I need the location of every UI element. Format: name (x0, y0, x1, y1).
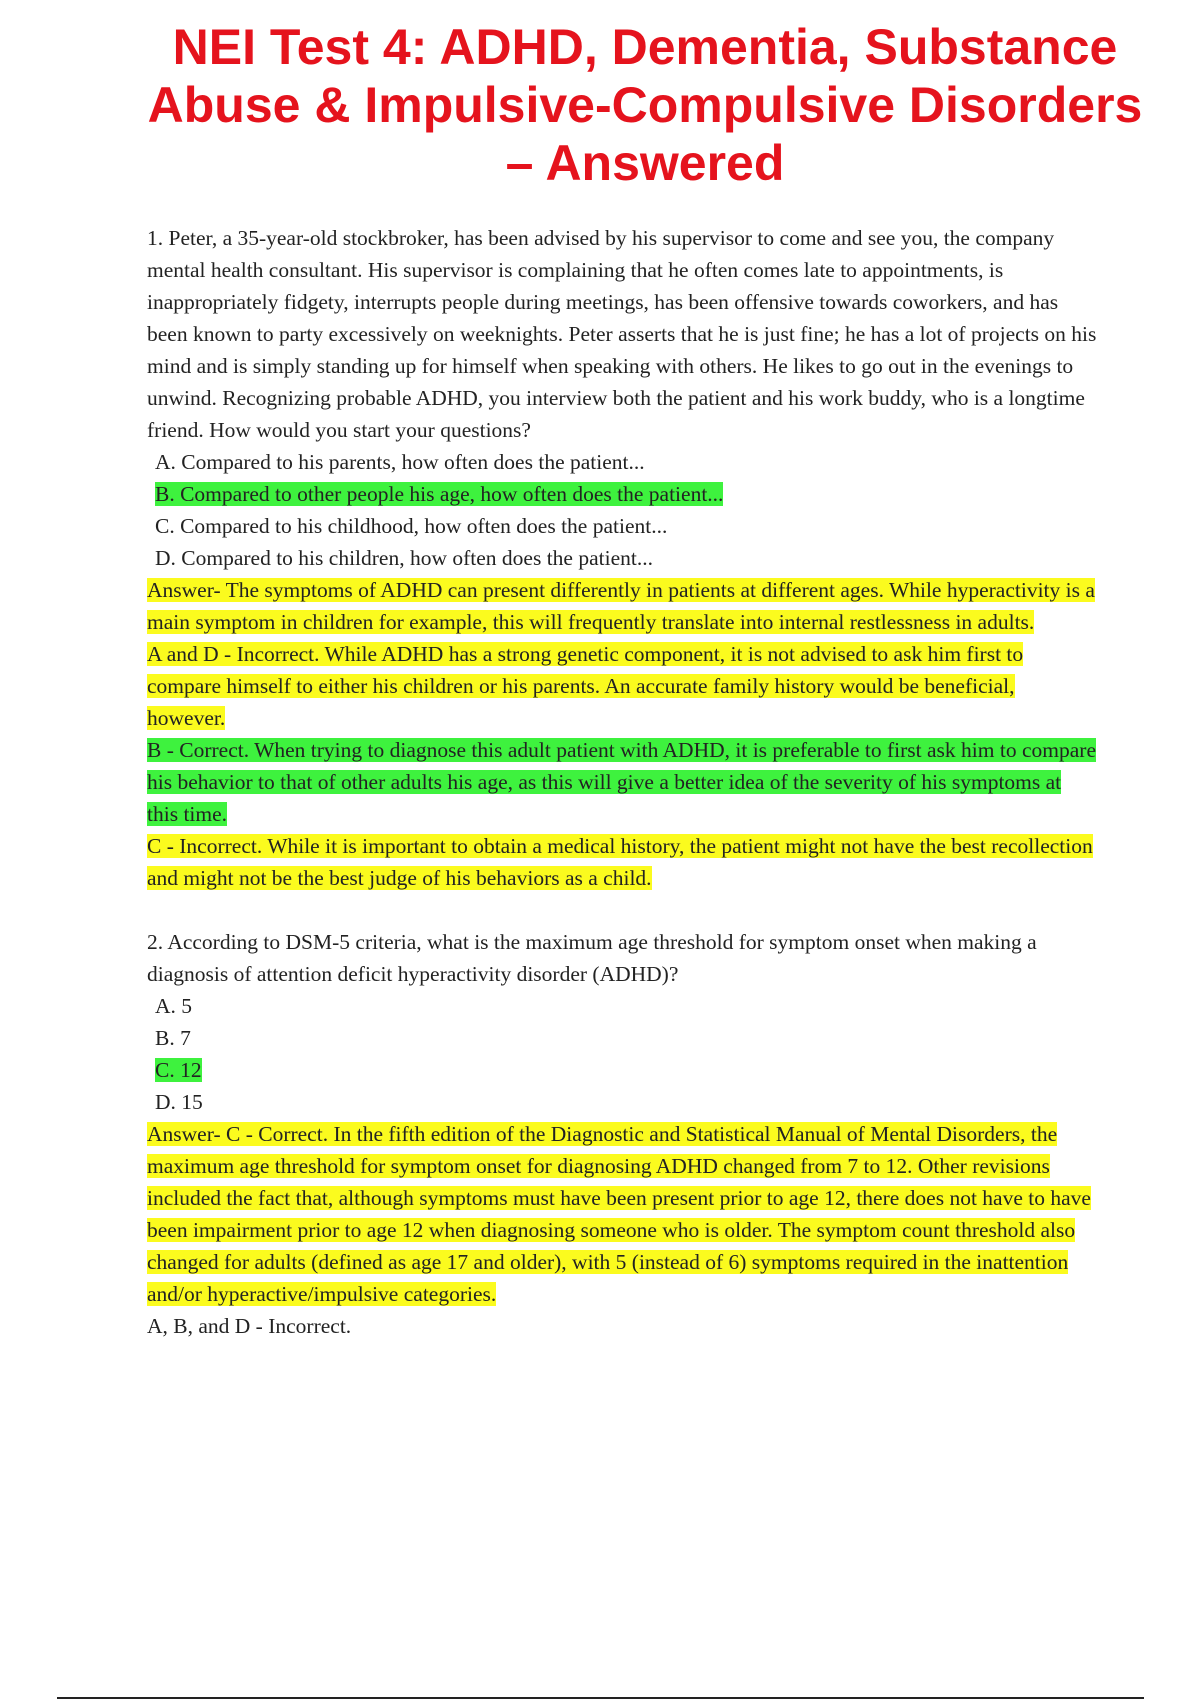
question-2-option-c-correct: C. 12 (155, 1058, 202, 1082)
title-line-3: – Answered (505, 135, 785, 191)
document-body (147, 222, 1097, 1342)
question-2-option-b: B. 7 (155, 1026, 191, 1050)
section-spacer (147, 894, 1097, 926)
question-1-explain-b: B - Correct. When trying to diagnose this adult patient with ADHD, it is preferable to first ask him to compare his behavior to that of other adults his age, as this will give a better idea of the severity of his symptoms at this time. (147, 738, 1096, 826)
question-1-stem: 1. Peter, a 35-year-old stockbroker, has been advised by his supervisor to come and see you, the company mental health consultant. His supervisor is complaining that he often comes late to appointments, is inappropriately fidgety, interrupts people during meetings, has been offensive towards coworkers, and has been known to party excessively on weeknights. Peter asserts that he is just fine; he has a lot of projects on his mind and is simply standing up for himself when speaking with others. He likes to go out in the evenings to unwind. Recognizing probable ADHD, you interview both the patient and his work buddy, who is a longtime friend. How would you start your questions? (147, 226, 1097, 442)
page-bottom-rule (57, 1697, 1144, 1699)
question-2-option-a: A. 5 (155, 994, 193, 1018)
question-2-stem: 2. According to DSM-5 criteria, what is the maximum age threshold for symptom onset when making a diagnosis of attention deficit hyperactivity disorder (ADHD)? (147, 930, 1037, 986)
question-2 (147, 926, 1097, 1342)
question-1-option-d: D. Compared to his children, how often does the patient... (155, 546, 653, 570)
title-line-1: NEI Test 4: ADHD, Dementia, Substance (172, 19, 1118, 75)
question-1-option-c: C. Compared to his childhood, how often does the patient... (155, 514, 668, 538)
question-1 (147, 222, 1097, 894)
question-1-answer: Answer- The symptoms of ADHD can present differently in patients at different ages. While hyperactivity is a main symptom in children for example, this will frequently translate into internal restlessness in adults. (147, 578, 1095, 634)
question-1-option-a: A. Compared to his parents, how often does the patient... (155, 450, 645, 474)
question-2-option-d: D. 15 (155, 1090, 203, 1114)
question-2-explain-abd: A, B, and D - Incorrect. (147, 1314, 352, 1338)
question-1-explain-ad: A and D - Incorrect. While ADHD has a strong genetic component, it is not advised to ask him first to compare himself to either his children or his parents. An accurate family history would be beneficial, however. (147, 642, 1024, 730)
question-2-answer: Answer- C - Correct. In the fifth edition of the Diagnostic and Statistical Manual of Mental Disorders, the maximum age threshold for symptom onset for diagnosing ADHD changed from 7 to 12. Other revisions included the fact that, although symptoms must have been present prior to age 12, there does not have to have been impairment prior to age 12 when diagnosing someone who is older. The symptom count threshold also changed for adults (defined as age 17 and older), with 5 (instead of 6) symptoms required in the inattention and/or hyperactive/impulsive categories. (147, 1122, 1091, 1306)
page-title (110, 18, 1180, 192)
question-1-option-b-correct: B. Compared to other people his age, how often does the patient... (155, 482, 724, 506)
question-1-explain-c: C - Incorrect. While it is important to obtain a medical history, the patient might not have the best recollection and might not be the best judge of his behaviors as a child. (147, 834, 1093, 890)
title-line-2: Abuse & Impulsive-Compulsive Disorders (147, 77, 1143, 133)
